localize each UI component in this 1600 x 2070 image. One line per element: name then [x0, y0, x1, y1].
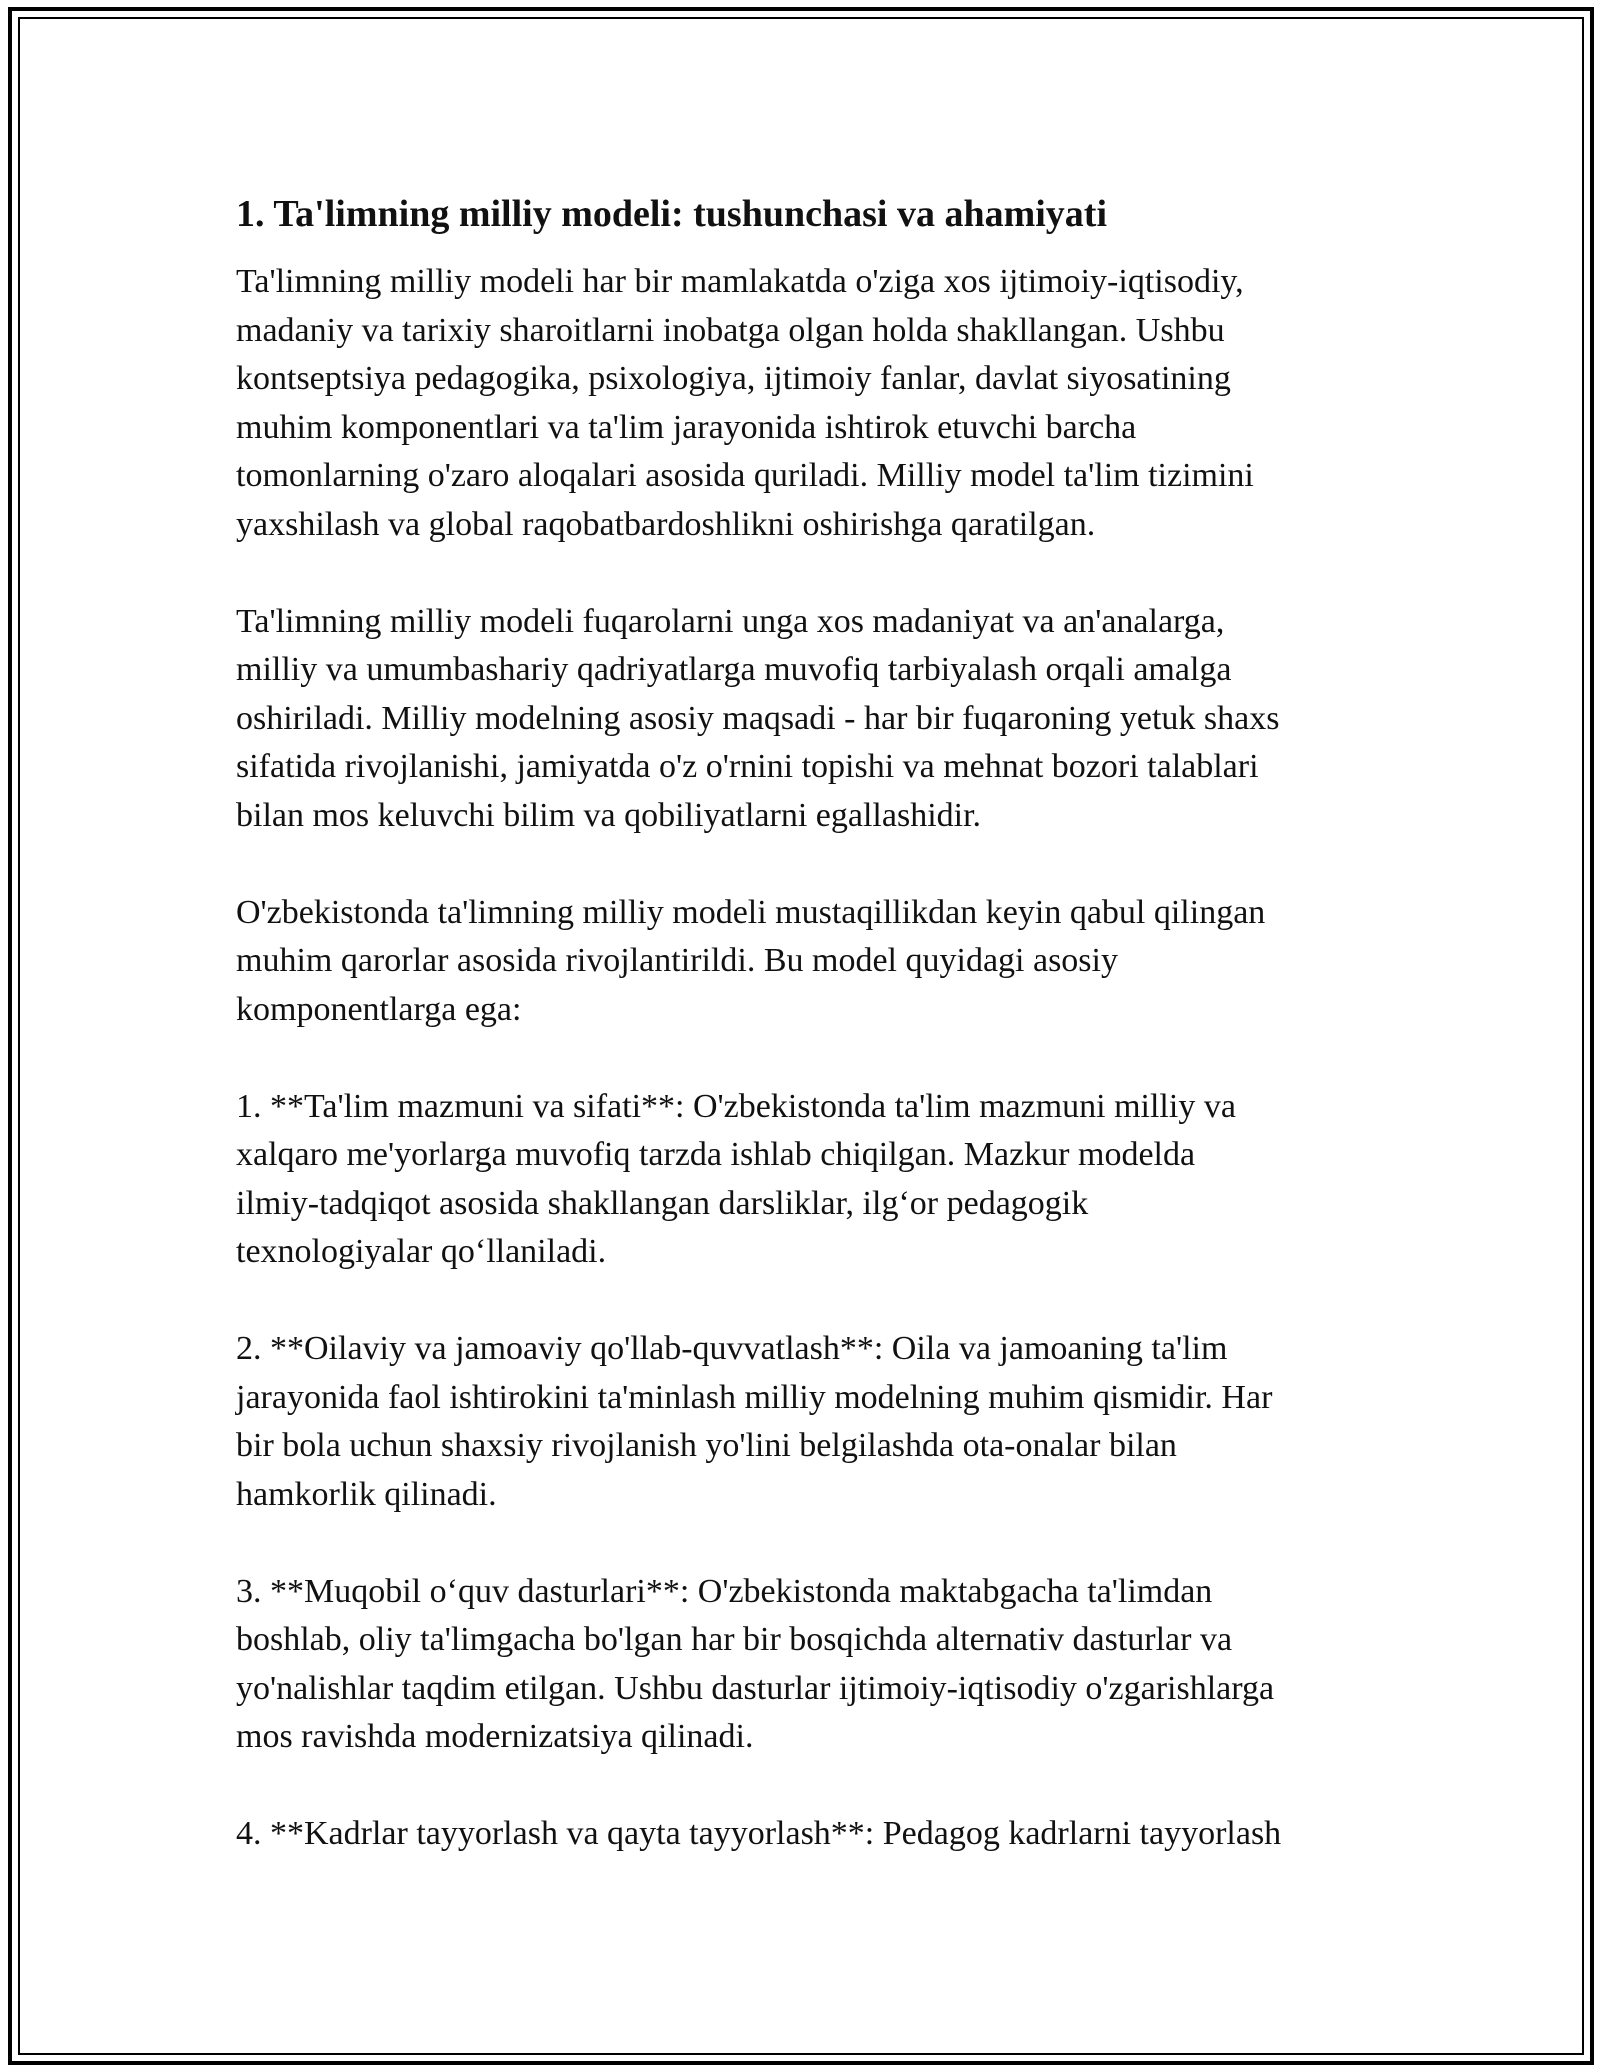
list-item-1: 1. **Ta'lim mazmuni va sifati**: O'zbekistonda ta'lim mazmuni milliy va xalqaro me'yorlarga muvofiq tarzda ishlab chiqilgan. Mazkur modelda ilmiy-tadqiqot asosida shakllangan darsliklar, ilg‘or pedagogik texnologiyalar qo‘llaniladi. — [236, 1087, 1236, 1270]
paragraph-intro: Ta'limning milliy modeli har bir mamlakatda o'ziga xos ijtimoiy-iqtisodiy, madaniy va tarixiy sharoitlarni inobatga olgan holda shakllangan. Ushbu kontseptsiya pedagogika, psixologiya, ijtimoiy fanlar, davlat siyosatining muhim komponentlari va ta'lim jarayonida ishtirok etuvchi barcha tomonlarning o'zaro aloqalari asosida quriladi. Milliy model ta'lim tizimini yaxshilash va global raqobatbardoshlikni oshirishga qaratilgan. — [236, 263, 1254, 543]
paragraph-goal: Ta'limning milliy modeli fuqarolarni unga xos madaniyat va an'analarga, milliy va umumbashariy qadriyatlarga muvofiq tarbiyalash orqali amalga oshiriladi. Milliy modelning asosiy maqsadi - har bir fuqaroning yetuk shaxs sifatida rivojlanishi, jamiyatda o'z o'rnini topishi va mehnat bozori talablari bilan mos keluvchi bilim va qobiliyatlarni egallashidir. — [236, 602, 1280, 834]
section-title: 1. Ta'limning milliy modeli: tushunchasi va ahamiyati — [236, 193, 1108, 235]
paragraph-uzbekistan: O'zbekistonda ta'limning milliy modeli mustaqillikdan keyin qabul qilingan muhim qarorlar asosida rivojlantirildi. Bu model quyidagi asosiy komponentlarga ega: — [236, 893, 1266, 1028]
list-item-2: 2. **Oilaviy va jamoaviy qo'llab-quvvatlash**: Oila va jamoaning ta'lim jarayonida faol ishtirokini ta'minlash milliy modelning muhim qismidir. Har bir bola uchun shaxsiy rivojlanish yo'lini belgilashda ota-onalar bilan hamkorlik qilinadi. — [236, 1330, 1273, 1513]
document-page — [236, 188, 1376, 1907]
list-item-4: 4. **Kadrlar tayyorlash va qayta tayyorlash**: Pedagog kadrlarni tayyorlash — [236, 1815, 1282, 1852]
list-item-3: 3. **Muqobil o‘quv dasturlari**: O'zbekistonda maktabgacha ta'limdan boshlab, oliy ta'limgacha bo'lgan har bir bosqichda alternativ dasturlar va yo'nalishlar taqdim etilgan. Ushbu dasturlar ijtimoiy-iqtisodiy o'zgarishlarga mos ravishda modernizatsiya qilinadi. — [236, 1572, 1275, 1755]
